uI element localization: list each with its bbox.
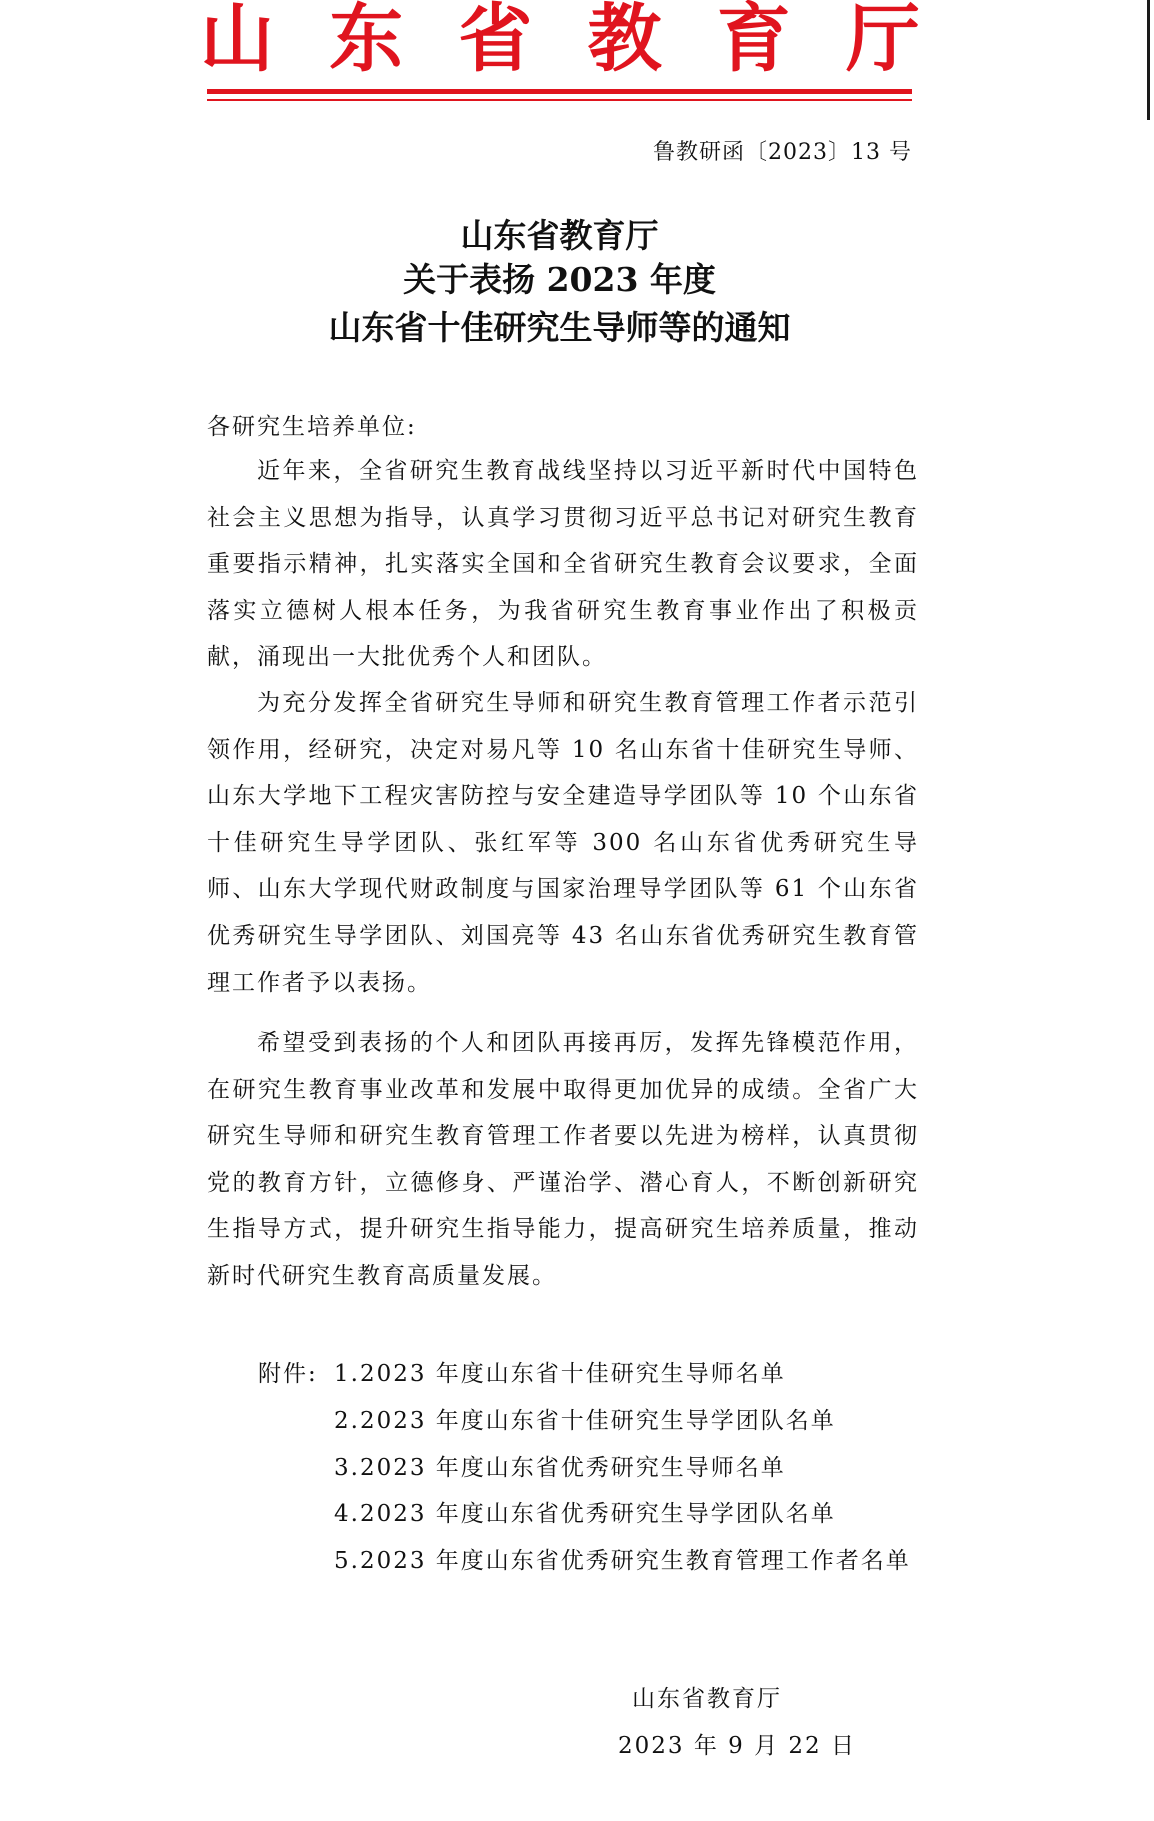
- title-line-1: 山东省教育厅: [460, 216, 659, 255]
- body-paragraph-1: 近年来，全省研究生教育战线坚持以习近平新时代中国特色社会主义思想为指导，认真学习贯彻习近平总书记对研究生教育重要指示精神，扎实落实全国和全省研究生教育会议要求，全面落实立德树人根本任务，为我省研究生教育事业作出了积极贡献，涌现出一大批优秀个人和团队。: [207, 458, 919, 671]
- attachment-item: 3.2023 年度山东省优秀研究生导师名单: [334, 1455, 786, 1481]
- letterhead-rule-thick: [207, 89, 912, 94]
- letterhead-char: 厅: [845, 0, 920, 82]
- letterhead-char: 育: [716, 0, 791, 82]
- attachment-item: 4.2023 年度山东省优秀研究生导学团队名单: [334, 1501, 836, 1527]
- salutation: 各研究生培养单位:: [207, 414, 417, 440]
- letterhead-char: 教: [587, 0, 662, 82]
- body-paragraph-2: 为充分发挥全省研究生导师和研究生教育管理工作者示范引领作用，经研究，决定对易凡等 10 名山东省十佳研究生导师、山东大学地下工程灾害防控与安全建造导学团队等 10 个山东省十佳研究生导学团队、张红军等 300 名山东省优秀研究生导师、山东大学现代财政制度与国家治理导学团队等 61 个山东省优秀研究生导学团队、刘国亮等 43 名山东省优秀研究生教育管理工作者予以表扬。: [207, 690, 919, 996]
- attachment-item: 5.2023 年度山东省优秀研究生教育管理工作者名单: [334, 1548, 911, 1574]
- title-line-2: 关于表扬 2023 年度: [403, 260, 716, 299]
- letterhead-rule-thin: [207, 99, 912, 101]
- attachment-item: 1.2023 年度山东省十佳研究生导师名单: [334, 1361, 786, 1387]
- signature-organization: 山东省教育厅: [632, 1686, 782, 1712]
- title-line-3: 山东省十佳研究生导师等的通知: [328, 308, 791, 347]
- body-paragraph-3: 希望受到表扬的个人和团队再接再厉，发挥先锋模范作用，在研究生教育事业改革和发展中取得更加优异的成绩。全省广大研究生导师和研究生教育管理工作者要以先进为榜样，认真贯彻党的教育方针，立德修身、严谨治学、潜心育人，不断创新研究生指导方式，提升研究生指导能力，提高研究生培养质量，推动新时代研究生教育高质量发展。: [207, 1030, 919, 1289]
- signature-date: 2023 年 9 月 22 日: [618, 1733, 856, 1759]
- document-number: 鲁教研函〔2023〕13 号: [653, 140, 912, 165]
- attachment-item: 2.2023 年度山东省十佳研究生导学团队名单: [334, 1408, 836, 1434]
- attachments-label: 附件:: [258, 1361, 318, 1387]
- letterhead-char: 山: [200, 0, 274, 82]
- letterhead: [200, 0, 920, 82]
- letterhead-char: 省: [458, 0, 533, 82]
- page-edge-line: [1147, 0, 1150, 120]
- letterhead-char: 东: [329, 0, 404, 82]
